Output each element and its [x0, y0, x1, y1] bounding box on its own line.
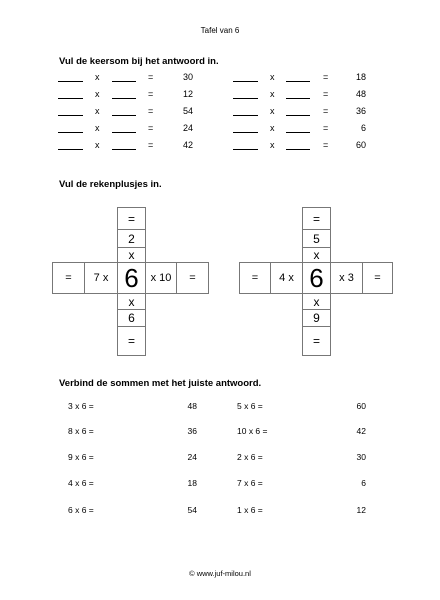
answer-blank-factor[interactable] [233, 115, 258, 116]
times-sign: x [270, 140, 275, 150]
product-answer: 24 [182, 123, 193, 133]
cross2-left-1: = [239, 262, 271, 294]
equals-sign: = [323, 106, 329, 116]
answer-item[interactable]: 60 [356, 401, 366, 411]
times-sign: x [270, 89, 275, 99]
keersom-row [0, 106, 440, 118]
times-sign: x [95, 106, 100, 116]
footer-copyright: © www.juf-milou.nl [189, 569, 251, 578]
times-sign: x [270, 123, 275, 133]
sum-item[interactable]: 1 x 6 = [237, 505, 263, 515]
cross2-center: 6 [302, 262, 331, 294]
cross1-bottom-1: x [117, 293, 146, 310]
keersom-row [0, 89, 440, 101]
sum-item[interactable]: 6 x 6 = [68, 505, 94, 515]
cross2-top-1: = [302, 207, 331, 230]
cross2-top-2: 5 [302, 229, 331, 248]
answer-item[interactable]: 24 [187, 452, 197, 462]
cross2-left-2: 4 x [270, 262, 303, 294]
times-sign: x [270, 106, 275, 116]
answer-item[interactable]: 18 [187, 478, 197, 488]
answer-blank-factor[interactable] [286, 98, 310, 99]
answer-item[interactable]: 30 [356, 452, 366, 462]
cross1-left-1: = [52, 262, 85, 294]
answer-item[interactable]: 42 [356, 426, 366, 436]
cross1-left-2: 7 x [84, 262, 118, 294]
keersom-row [0, 123, 440, 135]
section3-heading: Verbind de sommen met het juiste antwoord. [59, 378, 262, 389]
section1-heading: Vul de keersom bij het antwoord in. [59, 56, 219, 67]
product-answer: 48 [355, 89, 366, 99]
equals-sign: = [148, 140, 154, 150]
times-sign: x [270, 72, 275, 82]
equals-sign: = [323, 123, 329, 133]
product-answer: 30 [182, 72, 193, 82]
sum-item[interactable]: 7 x 6 = [237, 478, 263, 488]
cross2-top-3: x [302, 247, 331, 263]
cross2-bottom-1: x [302, 293, 331, 310]
sum-item[interactable]: 8 x 6 = [68, 426, 94, 436]
times-sign: x [95, 89, 100, 99]
product-answer: 18 [355, 72, 366, 82]
answer-blank-factor[interactable] [233, 81, 258, 82]
equals-sign: = [148, 106, 154, 116]
cross2-right-2: = [362, 262, 393, 294]
keersom-row [0, 140, 440, 152]
equals-sign: = [148, 72, 154, 82]
equals-sign: = [148, 89, 154, 99]
section2-heading: Vul de rekenplusjes in. [59, 179, 162, 190]
cross2-bottom-2: 9 [302, 309, 331, 327]
cross2-right-1: x 3 [330, 262, 363, 294]
answer-blank-factor[interactable] [286, 132, 310, 133]
answer-blank-factor[interactable] [286, 115, 310, 116]
keersom-row [0, 72, 440, 84]
sum-item[interactable]: 3 x 6 = [68, 401, 94, 411]
sum-item[interactable]: 5 x 6 = [237, 401, 263, 411]
answer-blank-factor[interactable] [286, 149, 310, 150]
product-answer: 42 [182, 140, 193, 150]
sum-item[interactable]: 2 x 6 = [237, 452, 263, 462]
cross2-bottom-3: = [302, 326, 331, 356]
answer-blank-factor[interactable] [233, 132, 258, 133]
answer-item[interactable]: 12 [356, 505, 366, 515]
product-answer: 6 [360, 123, 366, 133]
product-answer: 36 [355, 106, 366, 116]
page-title: Tafel van 6 [200, 26, 240, 35]
cross1-top-2: 2 [117, 229, 146, 248]
answer-blank-factor[interactable] [286, 81, 310, 82]
cross1-bottom-3: = [117, 326, 146, 356]
cross1-top-1: = [117, 207, 146, 230]
answer-item[interactable]: 6 [361, 478, 366, 488]
sum-item[interactable]: 10 x 6 = [237, 426, 268, 436]
product-answer: 12 [182, 89, 193, 99]
sum-item[interactable]: 9 x 6 = [68, 452, 94, 462]
answer-blank-factor[interactable] [233, 98, 258, 99]
equals-sign: = [323, 89, 329, 99]
answer-item[interactable]: 54 [187, 505, 197, 515]
sum-item[interactable]: 4 x 6 = [68, 478, 94, 488]
cross1-right-2: = [176, 262, 209, 294]
equals-sign: = [148, 123, 154, 133]
cross1-right-1: x 10 [145, 262, 177, 294]
cross1-center: 6 [117, 262, 146, 294]
answer-blank-factor[interactable] [233, 149, 258, 150]
equals-sign: = [323, 140, 329, 150]
answer-item[interactable]: 48 [187, 401, 197, 411]
times-sign: x [95, 72, 100, 82]
product-answer: 54 [182, 106, 193, 116]
times-sign: x [95, 123, 100, 133]
equals-sign: = [323, 72, 329, 82]
cross1-bottom-2: 6 [117, 309, 146, 327]
times-sign: x [95, 140, 100, 150]
cross1-top-3: x [117, 247, 146, 263]
product-answer: 60 [355, 140, 366, 150]
answer-item[interactable]: 36 [187, 426, 197, 436]
